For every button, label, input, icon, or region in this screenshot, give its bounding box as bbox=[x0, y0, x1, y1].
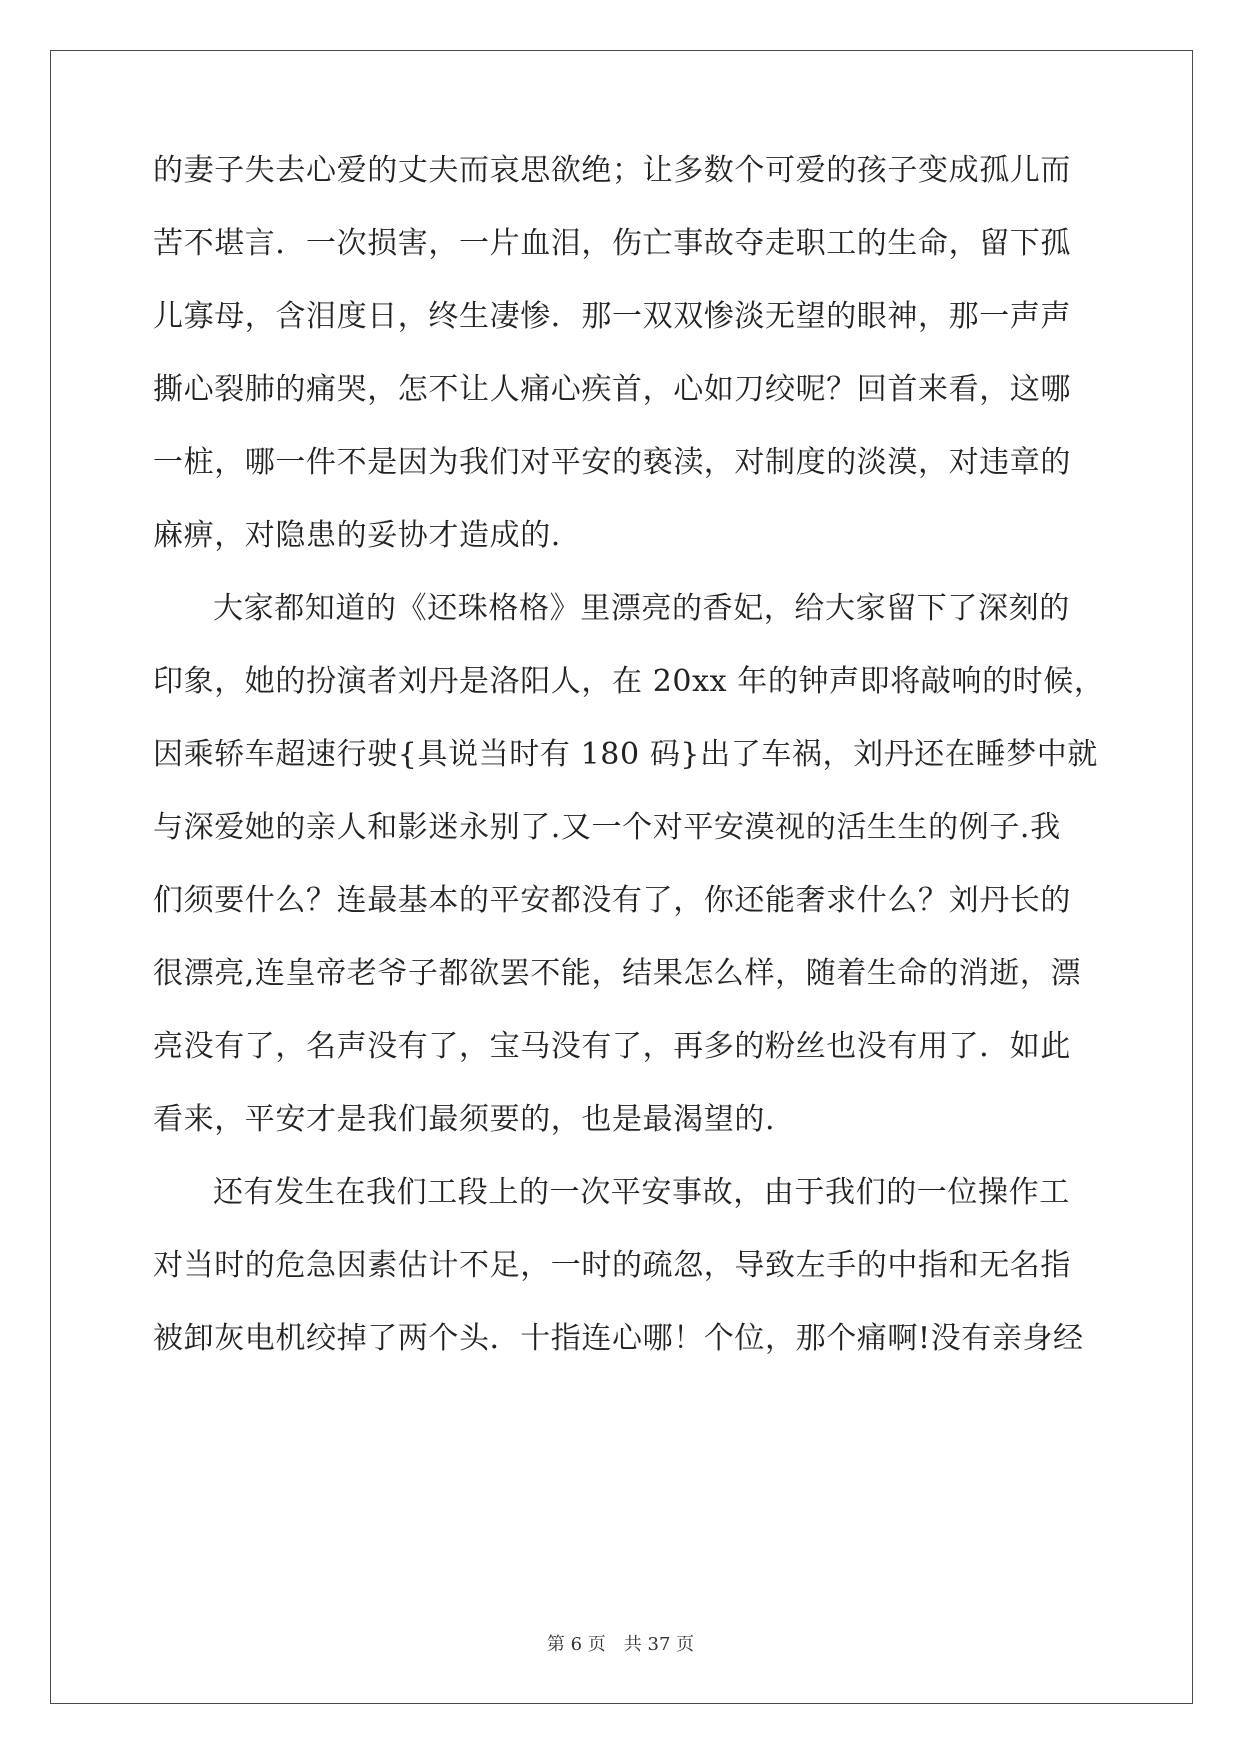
text-line: 很漂亮,连皇帝老爷子都欲罢不能，结果怎么样，随着生命的消逝，漂 bbox=[153, 956, 1082, 991]
text-line: 的妻子失去心爱的丈夫而哀思欲绝；让多数个可爱的孩子变成孤儿而 bbox=[153, 153, 1071, 188]
text-line: 们须要什么？连最基本的平安都没有了，你还能奢求什么？刘丹长的 bbox=[153, 883, 1071, 918]
text-line: 被卸灰电机绞掉了两个头．十指连心哪！个位，那个痛啊!没有亲身经 bbox=[153, 1321, 1084, 1356]
text-line: 麻痹，对隐患的妥协才造成的. bbox=[153, 518, 561, 553]
text-line: 印象，她的扮演者刘丹是洛阳人，在 20xx 年的钟声即将敲响的时候， bbox=[153, 664, 1105, 699]
paragraph-first-line: 还有发生在我们工段上的一次平安事故，由于我们的一位操作工 bbox=[213, 1175, 1070, 1210]
text-line: 因乘轿车超速行驶{具说当时有 180 码}出了车祸，刘丹还在睡梦中就 bbox=[153, 737, 1098, 772]
page-number: 第 6 页 共 37 页 bbox=[546, 1634, 695, 1655]
text-line: 看来，平安才是我们最须要的，也是最渴望的. bbox=[153, 1102, 776, 1137]
text-line: 对当时的危急因素估计不足，一时的疏忽，导致左手的中指和无名指 bbox=[153, 1248, 1071, 1283]
text-line: 一桩，哪一件不是因为我们对平安的亵渎，对制度的淡漠，对违章的 bbox=[153, 445, 1071, 480]
text-line: 亮没有了，名声没有了，宝马没有了，再多的粉丝也没有用了．如此 bbox=[153, 1029, 1071, 1064]
paragraph-first-line: 大家都知道的《还珠格格》里漂亮的香妃，给大家留下了深刻的 bbox=[213, 591, 1070, 626]
text-line: 撕心裂肺的痛哭，怎不让人痛心疾首，心如刀绞呢？回首来看，这哪 bbox=[153, 372, 1071, 407]
text-line: 与深爱她的亲人和影迷永别了.又一个对平安漠视的活生生的例子.我 bbox=[153, 810, 1061, 845]
text-line: 苦不堪言．一次损害，一片血泪，伤亡事故夺走职工的生命，留下孤 bbox=[153, 226, 1071, 261]
text-line: 儿寡母，含泪度日，终生凄惨．那一双双惨淡无望的眼神，那一声声 bbox=[153, 299, 1071, 334]
